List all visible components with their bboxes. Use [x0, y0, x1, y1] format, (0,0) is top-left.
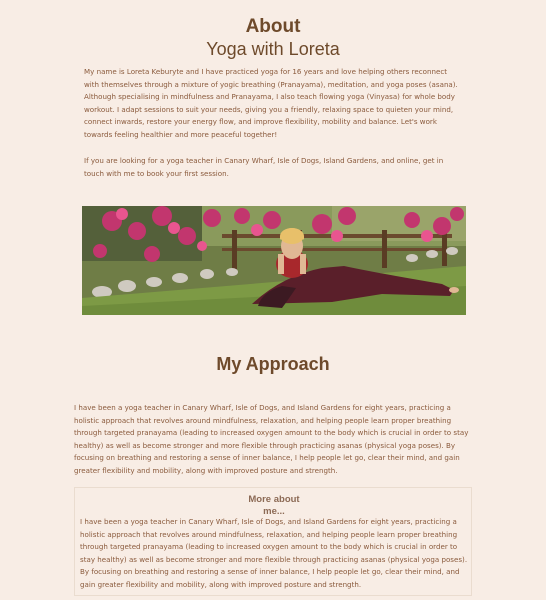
about-intro-paragraph: My name is Loreta Keburyte and I have practiced yoga for 16 years and love helping others reconnect with themselves through a mixture of yogic breathing (Pranayama), meditation, and yoga poses (asana). Although specialising in mindfulness and Pranayama, I also teach flowing yoga (Vinyasa) for whole body workout. I adapt sessions to suit your needs, giving you a friendly, relaxing space to quieten your mind, connect inwards, restore your energy flow, and improve flexibility, mobility and balance. Let's work towards feeling healthier and more peaceful together!	[84, 67, 458, 139]
more-about-panel	[74, 487, 472, 596]
about-contact-paragraph: If you are looking for a yoga teacher in Canary Wharf, Isle of Dogs, Island Gardens, and online, get in touch with me to book your first session.	[84, 156, 444, 178]
about-subtitle: Yoga with Loreta	[206, 39, 340, 59]
more-about-toggle[interactable]	[75, 494, 472, 518]
about-title: About	[245, 16, 301, 37]
more-about-toggle-label-cont: me...	[263, 506, 285, 517]
yoga-photo	[82, 206, 466, 315]
approach-title: My Approach	[216, 354, 330, 374]
more-about-toggle-label: More about	[248, 494, 300, 505]
approach-paragraph: I have been a yoga teacher in Canary Wharf, Isle of Dogs, and Island Gardens for eight years, practicing a holistic approach that revolves around mindfulness, relaxation, and helping people learn proper breathing through targeted pranayama (leading to increased oxygen amount to the body which is crucial in order to stay healthy) as well as become stronger and more flexible through practicing asanas (physical yoga poses). By focusing on breathing and restoring a sense of inner balance, I help people let go, clear their mind, and gain greater flexibility and mobility, along with improved posture and strength.	[74, 403, 469, 475]
more-about-paragraph: I have been a yoga teacher in Canary Wharf, Isle of Dogs, and Island Gardens for eight years, practicing a holistic approach that revolves around mindfulness, relaxation, and helping people learn proper breathing through targeted pranayama (leading to increased oxygen amount to the body which is crucial in order to stay healthy) as well as become stronger and more flexible through practicing asanas (physical yoga poses). By focusing on breathing and restoring a sense of inner balance, I help people let go, clear their mind, and gain greater flexibility and mobility, along with improved posture and strength.	[80, 517, 468, 589]
